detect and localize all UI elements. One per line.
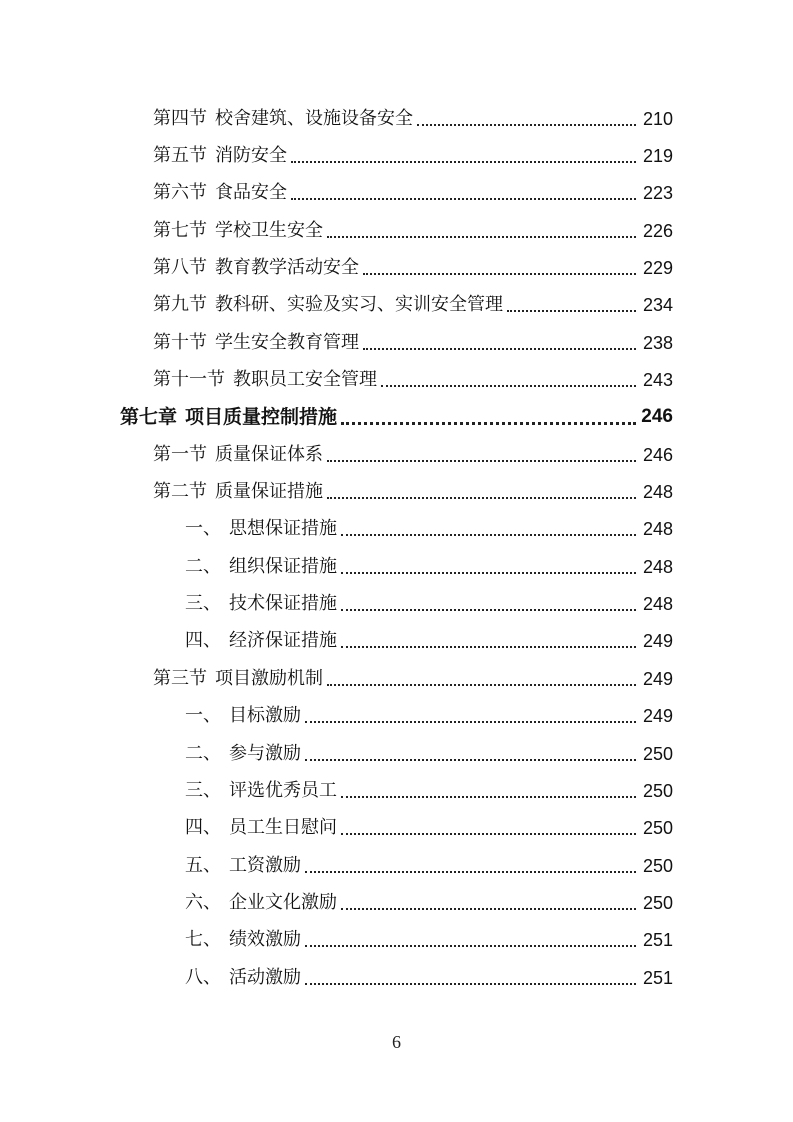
- toc-entry-number: 第二节: [153, 481, 207, 503]
- toc-entry-text: 学校卫生安全: [215, 219, 323, 241]
- toc-entry-text: 技术保证措施: [229, 593, 337, 615]
- toc-entry-number: 第七节: [153, 219, 207, 241]
- toc-section-row[interactable]: [0, 287, 793, 324]
- toc-subsection-row[interactable]: [0, 810, 793, 847]
- toc-dot-leader: [341, 422, 636, 425]
- toc-entry-title: [185, 629, 339, 653]
- toc-dot-leader: [305, 721, 636, 723]
- toc-dot-leader: [341, 646, 636, 648]
- toc-dot-leader: [363, 273, 636, 275]
- toc-entry-number: 四、: [185, 817, 221, 839]
- toc-subsection-row[interactable]: [0, 735, 793, 772]
- toc-entry-title: [185, 704, 303, 728]
- toc-subsection-row[interactable]: [0, 959, 793, 996]
- toc-entry-title: [153, 256, 361, 280]
- toc-entry-number: 七、: [185, 929, 221, 951]
- toc-entry-text: 绩效激励: [229, 929, 301, 951]
- toc-page-number: 234: [642, 295, 673, 316]
- toc-entry-text: 教育教学活动安全: [215, 257, 359, 279]
- toc-entry-text: 学生安全教育管理: [215, 331, 359, 353]
- toc-page-number: 243: [642, 370, 673, 391]
- toc-page-number: 251: [642, 930, 673, 951]
- toc-entry-title: [153, 331, 361, 355]
- toc-page-number: 248: [642, 482, 673, 503]
- toc-page-number: 219: [642, 146, 673, 167]
- toc-entry-title: [185, 854, 303, 878]
- toc-entry-number: 八、: [185, 966, 221, 988]
- toc-page-number: 246: [642, 444, 673, 465]
- toc-page-number: 250: [642, 892, 673, 913]
- toc-dot-leader: [305, 759, 636, 761]
- toc-page-number: 248: [642, 594, 673, 615]
- toc-subsection-row[interactable]: [0, 922, 793, 959]
- toc-dot-leader: [305, 871, 636, 873]
- toc-section-row[interactable]: [0, 436, 793, 473]
- toc-entry-number: 三、: [185, 779, 221, 801]
- toc-subsection-row[interactable]: [0, 847, 793, 884]
- toc-section-row[interactable]: [0, 249, 793, 286]
- toc-page-number: 249: [642, 668, 673, 689]
- toc-dot-leader: [341, 609, 636, 611]
- toc-entry-number: 第四节: [153, 107, 207, 129]
- toc-page-number: 248: [642, 556, 673, 577]
- toc-dot-leader: [291, 198, 636, 200]
- toc-page-number: 251: [642, 967, 673, 988]
- page-number: 6: [392, 1032, 401, 1052]
- toc-entry-number: 五、: [185, 854, 221, 876]
- toc-entry-text: 员工生日慰问: [229, 817, 337, 839]
- toc-page-number: 238: [642, 332, 673, 353]
- toc-dot-leader: [363, 348, 636, 350]
- toc-chapter-row[interactable]: [0, 399, 793, 436]
- toc-entry-text: 项目激励机制: [215, 667, 323, 689]
- toc-page-number: 210: [642, 108, 673, 129]
- toc-entry-title: [153, 144, 289, 168]
- toc-dot-leader: [507, 310, 636, 312]
- toc-entry-title: [185, 592, 339, 616]
- toc-entry-number: 四、: [185, 630, 221, 652]
- toc-entry-number: 第九节: [153, 294, 207, 316]
- toc-page-number: 250: [642, 780, 673, 801]
- toc-dot-leader: [291, 161, 636, 163]
- toc-page-number: 248: [642, 519, 673, 540]
- toc-page-number: 250: [642, 743, 673, 764]
- toc-page-number: 229: [642, 258, 673, 279]
- toc-entry-text: 企业文化激励: [229, 891, 337, 913]
- toc-page-number: 249: [642, 706, 673, 727]
- toc-page-number: 223: [642, 183, 673, 204]
- toc-dot-leader: [327, 497, 636, 499]
- toc-entry-title: [185, 517, 339, 541]
- toc-subsection-row[interactable]: [0, 585, 793, 622]
- toc-entry-title: [185, 779, 339, 803]
- toc-dot-leader: [305, 983, 636, 985]
- toc-entry-text: 目标激励: [229, 705, 301, 727]
- toc-section-row[interactable]: [0, 324, 793, 361]
- toc-entry-text: 质量保证体系: [215, 443, 323, 465]
- toc-entry-title: [153, 368, 379, 392]
- toc-subsection-row[interactable]: [0, 884, 793, 921]
- toc-page-number: 250: [642, 818, 673, 839]
- toc-section-row[interactable]: [0, 100, 793, 137]
- toc-entry-text: 质量保证措施: [215, 481, 323, 503]
- toc-subsection-row[interactable]: [0, 511, 793, 548]
- toc-entry-number: 第七章: [120, 406, 178, 429]
- toc-dot-leader: [327, 684, 636, 686]
- toc-dot-leader: [305, 945, 636, 947]
- toc-section-row[interactable]: [0, 660, 793, 697]
- toc-entry-number: 一、: [185, 705, 221, 727]
- toc-entry-title: [153, 443, 325, 467]
- toc-entry-title: [185, 928, 303, 952]
- toc-entry-text: 参与激励: [229, 742, 301, 764]
- toc-entry-text: 消防安全: [215, 145, 287, 167]
- toc-page-number: 246: [641, 406, 673, 428]
- toc-entry-title: [153, 219, 325, 243]
- toc-entry-title: [185, 555, 339, 579]
- toc-dot-leader: [341, 796, 636, 798]
- toc-section-row[interactable]: [0, 212, 793, 249]
- toc-dot-leader: [327, 460, 636, 462]
- toc-entry-title: [153, 107, 415, 131]
- toc-subsection-row[interactable]: [0, 623, 793, 660]
- toc-section-row[interactable]: [0, 473, 793, 510]
- toc-dot-leader: [341, 833, 636, 835]
- toc-entry-text: 教科研、实验及实习、实训安全管理: [215, 294, 503, 316]
- toc-page-number: 226: [642, 220, 673, 241]
- toc-subsection-row[interactable]: [0, 698, 793, 735]
- toc-entry-title: [185, 816, 339, 840]
- toc-entry-text: 教职员工安全管理: [233, 369, 377, 391]
- toc-entry-title: [185, 891, 339, 915]
- toc-entry-number: 二、: [185, 555, 221, 577]
- toc-subsection-row[interactable]: [0, 772, 793, 809]
- toc-entry-text: 校舍建筑、设施设备安全: [215, 107, 413, 129]
- toc-entry-text: 经济保证措施: [229, 630, 337, 652]
- toc-entry-number: 第三节: [153, 667, 207, 689]
- toc-entry-number: 第五节: [153, 145, 207, 167]
- toc-entry-number: 第十节: [153, 331, 207, 353]
- toc-dot-leader: [341, 534, 636, 536]
- toc-dot-leader: [341, 572, 636, 574]
- toc-entry-text: 评选优秀员工: [229, 779, 337, 801]
- toc-dot-leader: [381, 385, 636, 387]
- toc-entry-title: [185, 966, 303, 990]
- toc-entry-text: 项目质量控制措施: [185, 406, 338, 429]
- table-of-contents: [0, 100, 793, 996]
- toc-entry-title: [120, 405, 339, 429]
- toc-entry-title: [153, 181, 289, 205]
- toc-section-row[interactable]: [0, 175, 793, 212]
- toc-entry-number: 六、: [185, 891, 221, 913]
- toc-page-number: 249: [642, 631, 673, 652]
- toc-entry-text: 食品安全: [215, 182, 287, 204]
- toc-section-row[interactable]: [0, 361, 793, 398]
- toc-entry-title: [153, 293, 505, 317]
- toc-entry-number: 第一节: [153, 443, 207, 465]
- toc-entry-title: [153, 480, 325, 504]
- toc-section-row[interactable]: [0, 137, 793, 174]
- toc-dot-leader: [417, 124, 636, 126]
- toc-entry-number: 第六节: [153, 182, 207, 204]
- toc-entry-number: 第八节: [153, 257, 207, 279]
- toc-entry-title: [185, 742, 303, 766]
- toc-entry-text: 工资激励: [229, 854, 301, 876]
- toc-entry-text: 活动激励: [229, 966, 301, 988]
- toc-entry-number: 三、: [185, 593, 221, 615]
- toc-entry-text: 思想保证措施: [229, 518, 337, 540]
- toc-entry-text: 组织保证措施: [229, 555, 337, 577]
- toc-entry-number: 第十一节: [153, 369, 225, 391]
- toc-entry-number: 一、: [185, 518, 221, 540]
- toc-entry-number: 二、: [185, 742, 221, 764]
- toc-page-number: 250: [642, 855, 673, 876]
- toc-dot-leader: [341, 908, 636, 910]
- toc-subsection-row[interactable]: [0, 548, 793, 585]
- toc-entry-title: [153, 667, 325, 691]
- toc-dot-leader: [327, 236, 636, 238]
